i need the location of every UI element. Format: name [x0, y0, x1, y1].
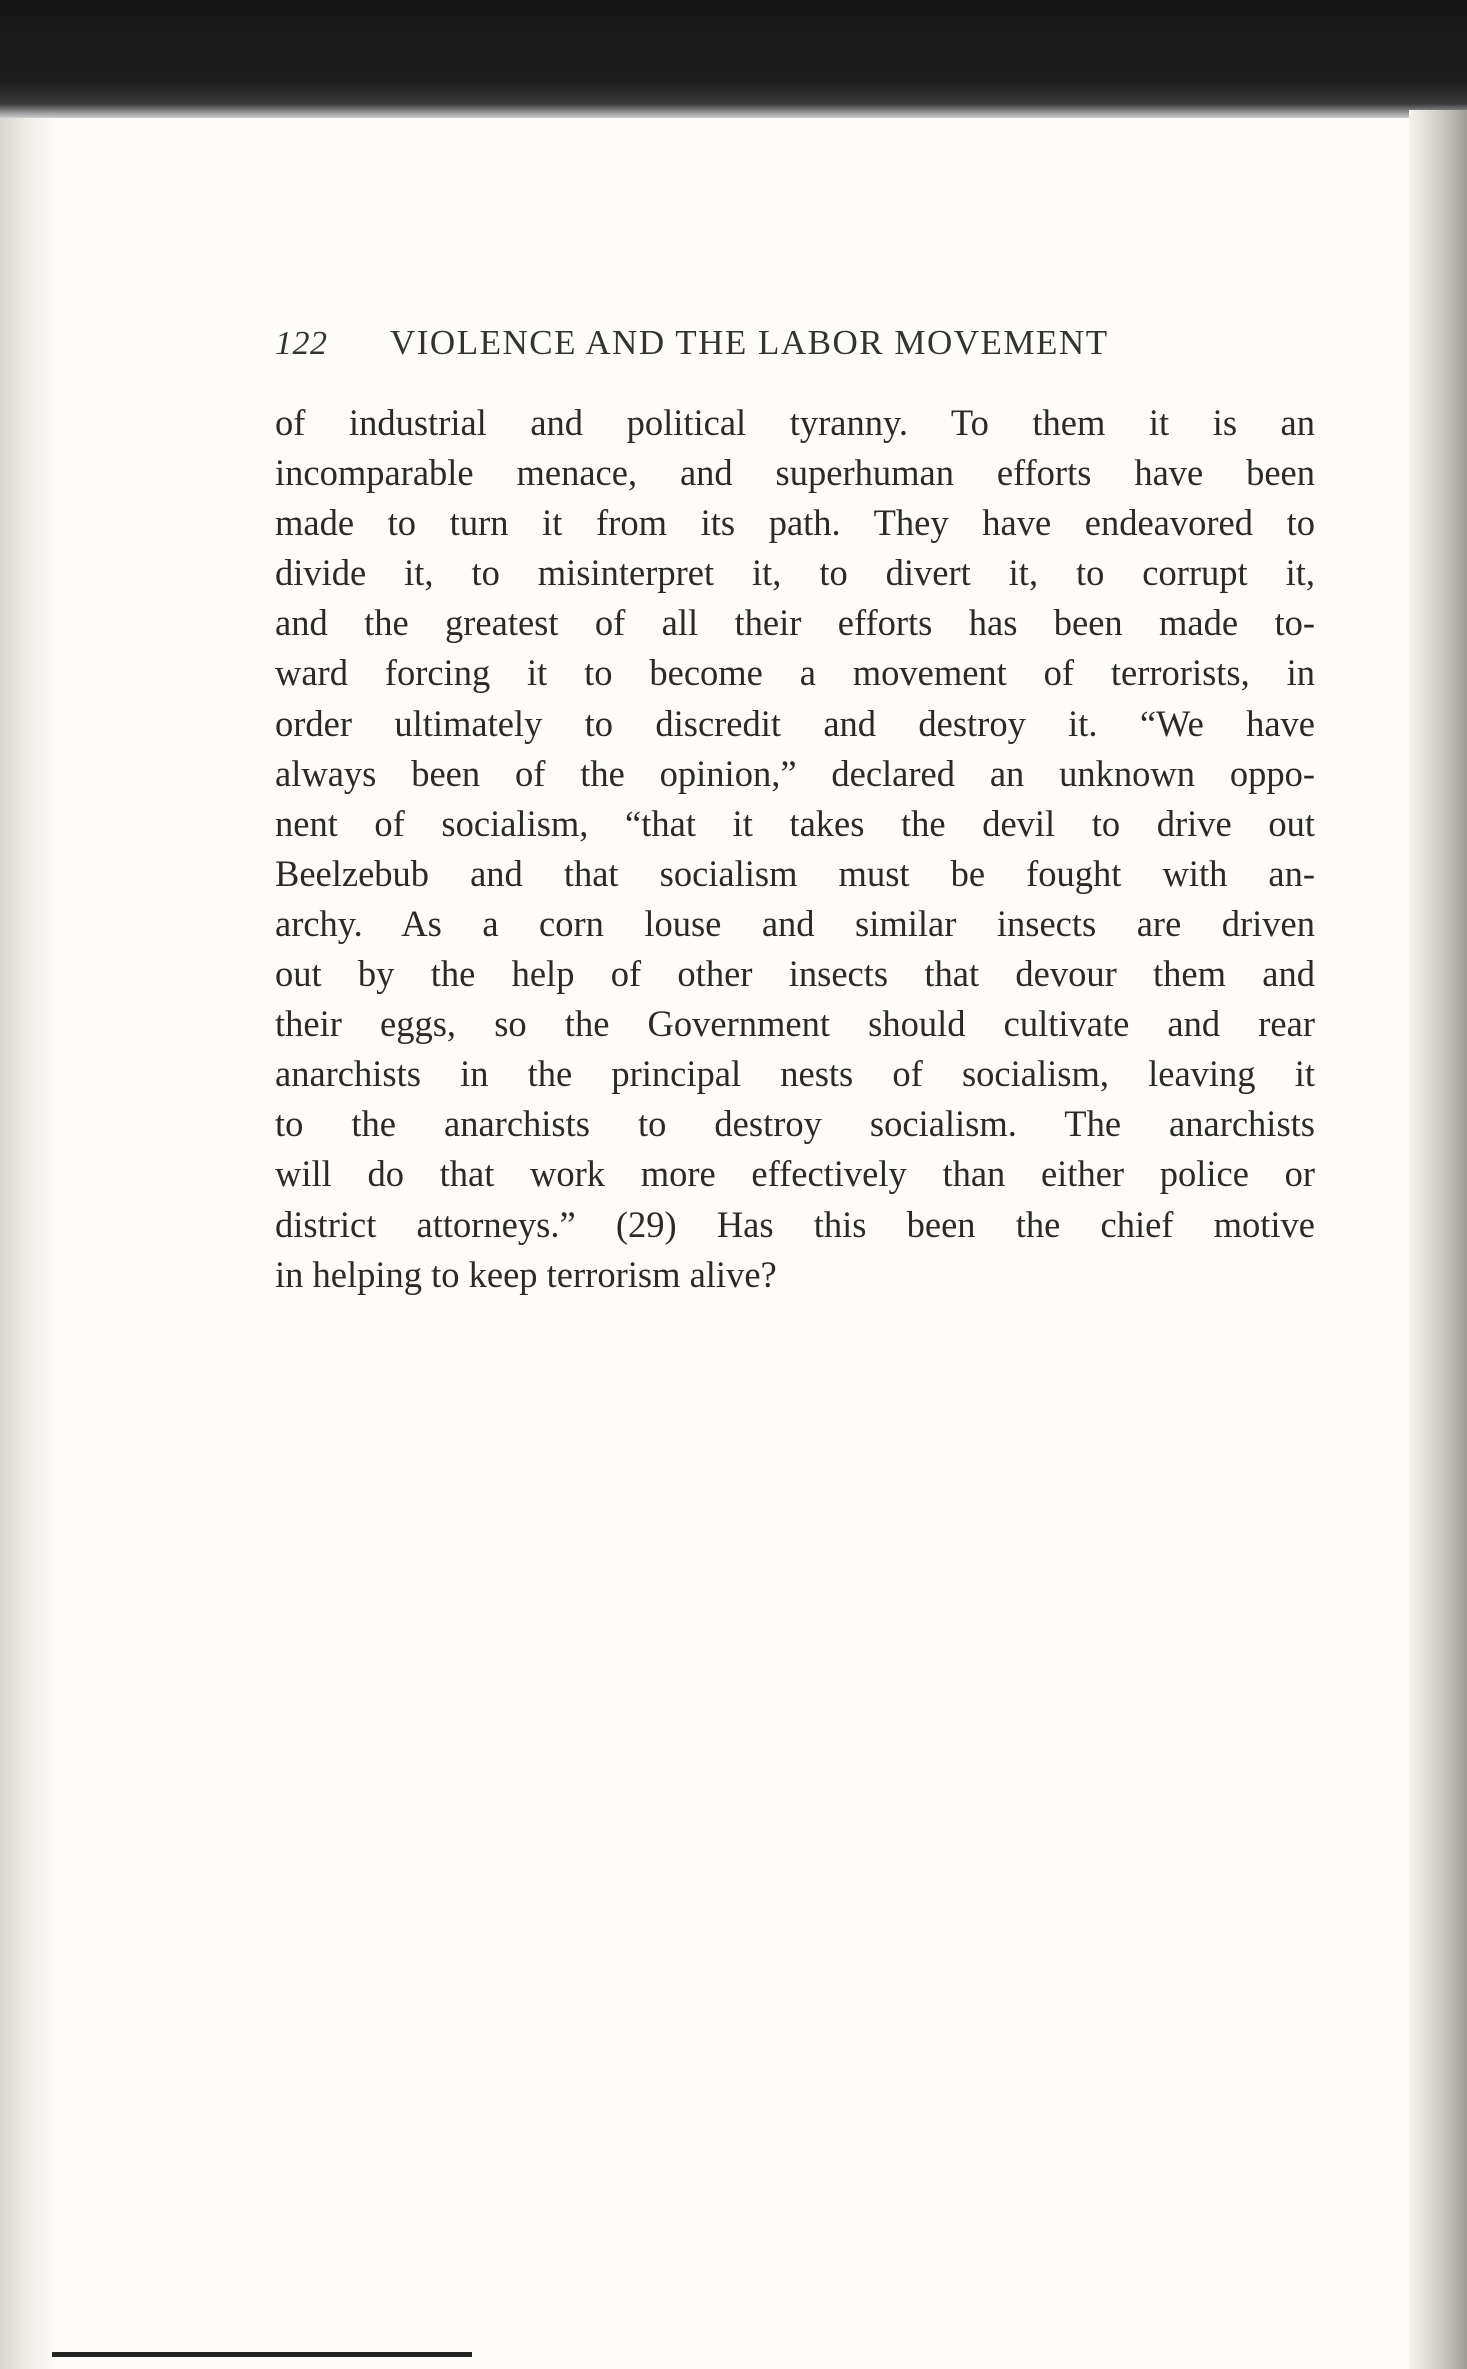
scan-top-border	[0, 0, 1467, 118]
text-line: will do that work more effectively than either police or	[275, 1153, 1315, 1195]
text-line: archy. As a corn louse and similar insects are driven	[275, 902, 1315, 944]
scan-left-edge	[0, 118, 52, 2369]
text-line: out by the help of other insects that devour them and	[275, 953, 1315, 995]
text-line: order ultimately to discredit and destroy it. “We have	[275, 702, 1315, 744]
text-line: of industrial and political tyranny. To them it is an	[275, 402, 1315, 443]
scan-right-edge	[1409, 110, 1467, 2369]
text-line: in helping to keep terrorism alive?	[275, 1253, 777, 1295]
text-line: anarchists in the principal nests of socialism, leaving it	[275, 1053, 1315, 1095]
text-line: district attorneys.” (29) Has this been the chief motive	[275, 1203, 1315, 1245]
body-paragraph	[275, 398, 1315, 1300]
text-line: made to turn it from its path. They have endeavored to	[275, 502, 1315, 544]
text-line: their eggs, so the Government should cultivate and rear	[275, 1003, 1315, 1045]
text-line: incomparable menace, and superhuman efforts have been	[275, 452, 1315, 494]
text-line: ward forcing it to become a movement of terrorists, in	[275, 652, 1315, 694]
text-line: divide it, to misinterpret it, to divert it, to corrupt it,	[275, 552, 1315, 594]
text-line: to the anarchists to destroy socialism. The anarchists	[275, 1103, 1315, 1145]
text-line: always been of the opinion,” declared an unknown oppo-	[275, 752, 1315, 794]
page-number: 122	[275, 325, 328, 362]
text-line: nent of socialism, “that it takes the devil to drive out	[275, 802, 1315, 844]
text-line: Beelzebub and that socialism must be fought with an-	[275, 852, 1315, 894]
running-head-title: VIOLENCE AND THE LABOR MOVEMENT	[390, 323, 1109, 362]
scan-bottom-rule	[52, 2352, 472, 2357]
running-head	[275, 308, 1315, 378]
text-line: and the greatest of all their efforts has been made to-	[275, 602, 1315, 644]
book-page	[275, 308, 1315, 1300]
